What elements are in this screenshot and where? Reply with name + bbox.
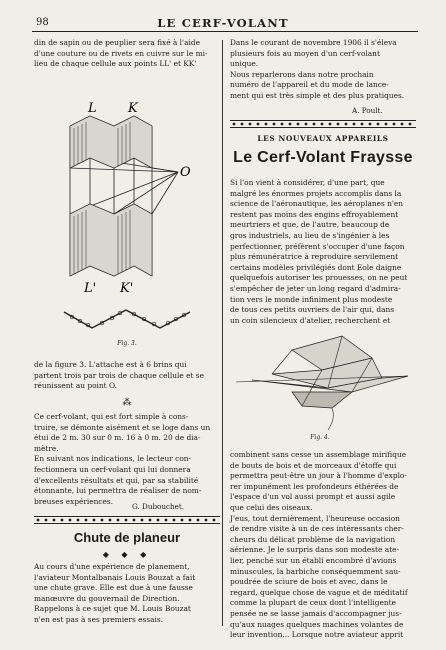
figure-3-caption: Fig. 3. <box>117 340 137 347</box>
left-after-figure: de la figure 3. L'attache est à 6 brins qui partent trois par trois de chaque cellule et se réunissent au point O. <box>34 360 204 391</box>
kite-cell-section <box>62 306 192 332</box>
article-title: Le Cerf-Volant Fraysse <box>233 149 413 166</box>
fig3-label-K-prime: K' <box>120 281 134 296</box>
section-heading: LES NOUVEAUX APPAREILS <box>257 134 389 143</box>
fig3-label-L-prime: L' <box>84 281 97 296</box>
kite-figure-3 <box>52 86 202 296</box>
fig3-label-L: L <box>88 101 97 116</box>
right-top-paragraph: Dans le courant de novembre 1906 il s'éleva plusieurs fois au moyen d'un cerf-volant unique. Nous reparlerons dans notre prochain numéro de l'appareil et du mode de lance- ment qui est très simple et des plus pratiques. <box>230 38 405 100</box>
left-signature: G. Dubouchet. <box>132 502 185 511</box>
right-ornament-rule <box>230 120 416 128</box>
header-rule <box>32 31 418 32</box>
asterism: ⁂ <box>122 398 132 408</box>
article-body: Si l'on vient à considérer, d'une part, que malgré les énormes projets accomplis dans la science de l'aéronautique, les aéroplanes n'en restent pas moins des engins effroyablement meurtriers et que, de l'autre, beaucoup de gros industriels, au lieu de s'ingénier à les perfectionner, préfèrent s'occuper d'une façon plus rémunératrice à reproduire servilement certains modèles privilégiés dont Eole daigne quelquefois autoriser les prouesses, on ne peut s'empêcher de jeter un long regard d'admira- tion vers le monde infiniment plus modeste de tous ces petits ouvriers de l'air qui, dans un coin silencieux d'atelier, recherchent et <box>230 178 408 325</box>
left-paragraph-2: Ce cerf-volant, qui est fort simple à cons- truire, se démonte aisément et se loge dans un étui de 2 m. 30 sur 0 m. 16 à 0 m. 20 de dia- mètre. En suivant nos indications, le lecteur con- fectionnera un cerf-volant qui lui donnera d'excellents résultats et qui, par sa stabilité étonnante, lui permettra de réaliser de nom- breuses expériences. <box>34 412 211 506</box>
column-divider <box>222 40 223 626</box>
article-body-continued: combinent sans cesse un assemblage mirifique de bouts de bois et de morceaux d'étoffe qui permettra peut-être un jour à l'homme d'explo- rer impunément les profondeurs éthérées de l'espace d'un vol aussi prompt et aussi agile que celui des oiseaux. J'eus, tout dernièrement, l'heureuse occasion de rendre visite à un de ces intéressants cher- cheurs du délicat problème de la navigation aérienne. Je le surpris dans son modeste ate- lier, penché sur un établi encombré d'avions minuscules, la barbiche conséquemment sau- poudrée de sciure de bois et avec, dans le regard, quelque chose de vague et de méditatif comme la plupart de ceux dont l'intelligente pensée ne se lasse jamais d'accompagner jus- qu'aux nuages quelques machines volantes de leur invention... Lorsque notre aviateur apprit <box>230 450 408 640</box>
journal-title: LE CERF-VOLANT <box>157 16 289 30</box>
left-chute-paragraph: Au cours d'une expérience de planement, l'aviateur Montalbanais Louis Bouzat a fait une chute grave. Elle est due à une fausse manœuvre du gouvernail de Direction. Rappelons à ce sujet que M. Louis Bouzat n'en est pas à ses premiers essais. <box>34 562 196 624</box>
left-ornament-rule <box>34 516 220 524</box>
fig3-label-K: K <box>128 101 138 116</box>
fig3-label-O: O <box>180 165 191 180</box>
left-intro: din de sapin ou de peuplier sera fixé à l'aide d'une couture ou de rivets en cuivre sur le mi- lieu de chaque cellule aux points LL' et KK' <box>34 38 208 69</box>
section-title-chute: Chute de planeur <box>73 530 181 545</box>
figure-4-caption: Fig. 4. <box>310 434 330 441</box>
fraysse-kite-figure-4 <box>232 330 416 434</box>
page-number: 98 <box>36 17 49 28</box>
right-top-signature: A. Poult. <box>352 106 383 115</box>
section-ornament: ◆ ◆ ◆ <box>102 550 152 559</box>
